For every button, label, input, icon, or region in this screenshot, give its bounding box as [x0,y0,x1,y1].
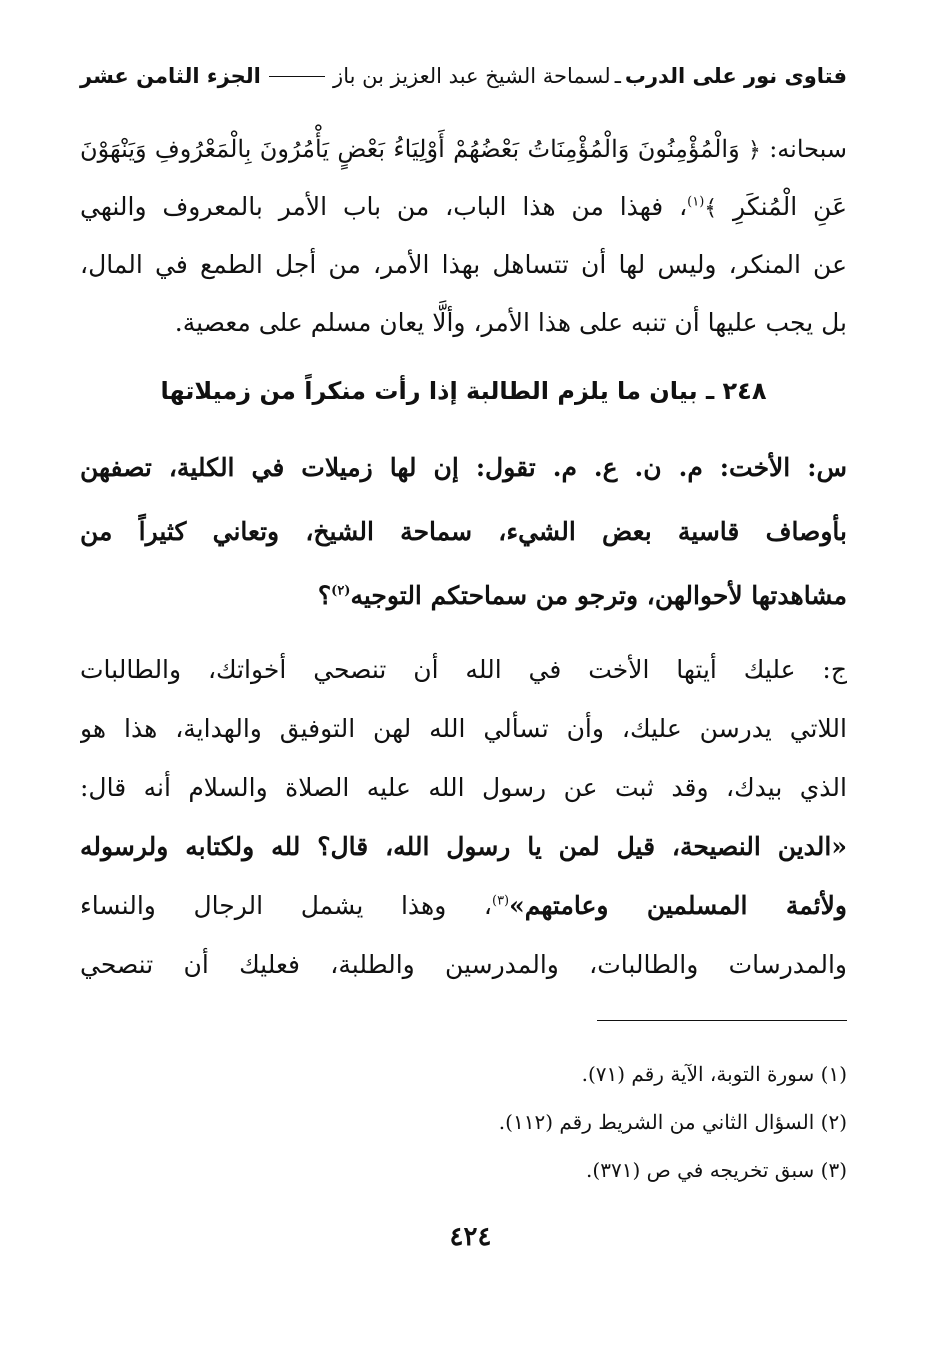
text-line [80,178,847,236]
text-line [80,564,847,628]
footnote-ref: (٣) [491,893,510,909]
answer-paragraph [80,640,847,994]
footnote: (١) سورة التوبة، الآية رقم (٧١). [581,1062,847,1086]
text-line [80,876,847,935]
text-line: بل يجب عليها أن تنبه على هذا الأمر، وألَّا يعان مسلم على معصية. [174,308,847,337]
text-line: والمدرسات والطالبات، والمدرسين والطلبة، فعليك أن تنصحي [80,950,847,979]
text-line: ج: عليك أيتها الأخت في الله أن تنصحي أخواتك، والطالبات [80,655,847,684]
question-paragraph [80,436,847,628]
quran-verse: عَنِ الْمُنكَرِ [717,192,847,221]
hadith-line: «الدين النصيحة، قيل لمن يا رسول الله، قال؟ لله ولكتابه ولرسوله [80,832,847,861]
text-line: الذي بيدك، وقد ثبت عن رسول الله عليه الصلاة والسلام أنه قال: [80,773,847,802]
quran-verse: وَالْمُؤْمِنُونَ وَالْمُؤْمِنَاتُ بَعْضُهُمْ أَوْلِيَاءُ بَعْضٍ يَأْمُرُونَ بِالْمَعْرُوفِ وَيَنْهَوْنَ [80,135,748,163]
hadith-text: ولأئمة المسلمين وعامتهم» [509,891,847,920]
text-line: عن المنكر، وليس لها أن تتساهل بهذا الأمر، من أجل الطمع في المال، [80,250,847,279]
text-span: ، فهذا من هذا الباب، من باب الأمر بالمعروف والنهي [80,192,688,221]
footnotes [80,1050,847,1194]
text-line: س: الأخت: م. ن. ع. م. تقول: إن لها زميلات في الكلية، تصفهن [80,453,847,482]
footnote: (٣) سبق تخريجه في ص (٣٧١). [586,1158,847,1182]
text-span: ، وهذا يشمل الرجال والنساء [80,891,492,920]
footnote-ref: (٢) [331,583,351,599]
quran-brace-open: ﴿ [748,138,761,163]
footnote-divider [597,1020,847,1021]
footnote: (٢) السؤال الثاني من الشريط رقم (١١٢). [498,1110,847,1134]
intro-paragraph [80,120,847,352]
text-line [80,120,847,178]
page-number: ٤٢٤ [449,1222,492,1252]
header-rule [269,76,325,77]
footnote-ref: (١) [687,194,705,210]
text-span: ؟ [317,581,332,610]
header-separator: ـ [614,64,621,88]
volume-label: الجزء الثامن عشر [80,64,261,88]
text-span: مشاهدتها لأحوالهن، وترجو من سماحتكم التوجيه [350,581,847,610]
text-line: اللاتي يدرسن عليك، وأن تسألي الله لهن التوفيق والهداية، هذا هو [80,714,847,743]
text-line: بأوصاف قاسية بعض الشيء، سماحة الشيخ، وتعاني كثيراً من [80,517,847,546]
section-title: ٢٤٨ ـ بيان ما يلزم الطالبة إذا رأت منكراً من زميلاتها [160,377,767,405]
text-span: سبحانه: [760,135,847,163]
quran-brace-close: ﴾ [704,196,718,221]
author-name: لسماحة الشيخ عبد العزيز بن باز [333,64,611,88]
book-title: فتاوى نور على الدرب [624,64,847,88]
running-header [80,58,847,94]
